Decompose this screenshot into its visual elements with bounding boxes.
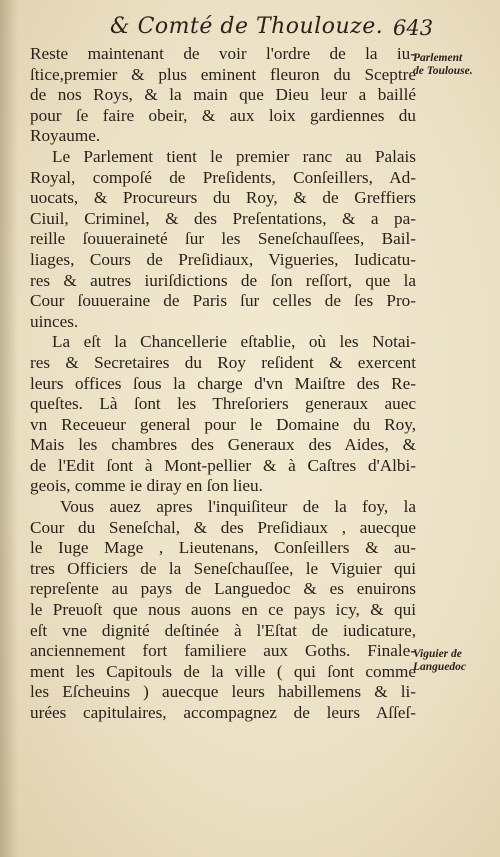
text-line: Royaume. xyxy=(30,126,101,146)
text-line: reille ſouueraineté ſur les Seneſchauſſees, Bail- xyxy=(30,229,416,249)
text-line: res & Secretaires du Roy reſident & exercent xyxy=(30,352,416,372)
text-line: Cour du Seneſchal, & des Preſidiaux , auecque xyxy=(30,517,416,537)
margin-note-parlement xyxy=(413,52,473,78)
text-line: ſtice,premier & plus eminent fleuron du Sceptre xyxy=(30,64,416,84)
text-line: leurs offices ſous la charge d'vn Maiſtre des Re- xyxy=(30,373,416,393)
text-line: tres Officiers de la Seneſchauſſee, le Viguier qui xyxy=(30,558,416,578)
margin-note-line: Viguier de xyxy=(413,648,462,660)
text-line: uocats, & Procureurs du Roy, & de Greffiers xyxy=(30,188,416,208)
text-line: Mais les chambres des Generaux des Aides, & xyxy=(30,435,416,455)
text-line: geois, comme ie diray en ſon lieu. xyxy=(30,476,263,496)
paragraph-chancellerie xyxy=(30,332,416,497)
margin-note-line: de Toulouse. xyxy=(413,65,473,77)
text-line: liages, Cours de Preſidiaux, Vigueries, Iudicatu- xyxy=(30,249,416,269)
text-line: Royal, compoſé de Preſidents, Conſeillers, Ad- xyxy=(30,167,416,187)
text-line: eſt vne dignité deſtinée à l'Eſtat de iudicature, xyxy=(30,620,416,640)
text-line: le Preuoſt que nous auons en ce pays icy, & qui xyxy=(30,600,416,620)
text-line: Vous auez apres l'inquiſiteur de la foy, la xyxy=(60,497,416,517)
text-line: le Iuge Mage , Lieutenans, Conſeillers & au- xyxy=(30,538,416,558)
margin-note-viguier xyxy=(413,648,466,674)
text-line: Ciuil, Criminel, & des Preſentations, & a pa- xyxy=(30,208,416,228)
text-line: de nos Roys, & la main que Dieu leur a baillé xyxy=(30,85,416,105)
text-line: Reste maintenant de voir l'ordre de la iu- xyxy=(30,44,416,63)
running-head xyxy=(0,14,500,44)
text-line: res & autres iuriſdictions de ſon reſſort, que la xyxy=(30,270,416,290)
paragraph-justice xyxy=(30,44,416,147)
text-line: pour ſe faire obeir, & aux loix gardiennes du xyxy=(30,105,416,125)
text-line: ment les Capitouls de la ville ( qui ſont comme xyxy=(30,661,416,681)
text-line: vn Receueur general pour le Domaine du Roy, xyxy=(30,414,416,434)
paragraph-officiers xyxy=(30,497,416,724)
text-line: La eſt la Chancellerie eſtablie, où les Notai- xyxy=(52,332,416,352)
binding-shadow xyxy=(0,0,18,857)
margin-note-line: Parlement xyxy=(413,52,463,64)
text-line: urées capitulaires, accompagnez de leurs Aſſeſ- xyxy=(30,703,416,722)
text-line: les Eſcheuins ) auecque leurs habillemens & li- xyxy=(30,682,416,702)
text-line: Le Parlement tient le premier ranc au Palais xyxy=(52,146,416,166)
text-line: anciennement fort familiere aux Goths. Finale- xyxy=(30,641,416,661)
running-title: & Comté de Thoulouze. xyxy=(110,14,384,39)
page-number: 643 xyxy=(393,16,434,40)
text-line: Cour ſouueraine de Paris ſur celles de ſes Pro- xyxy=(30,291,416,311)
text-line: repreſente au pays de Languedoc & es enuirons xyxy=(30,579,416,599)
text-line: uinces. xyxy=(30,311,79,331)
margin-note-line: Languedoc xyxy=(413,661,467,673)
text-line: queſtes. Là ſont les Threſoriers generaux auec xyxy=(30,394,416,414)
text-line: de l'Edit ſont à Mont-pellier & à Caſtres d'Albi- xyxy=(30,455,416,475)
body-text xyxy=(30,44,416,724)
paragraph-parlement xyxy=(30,147,416,332)
